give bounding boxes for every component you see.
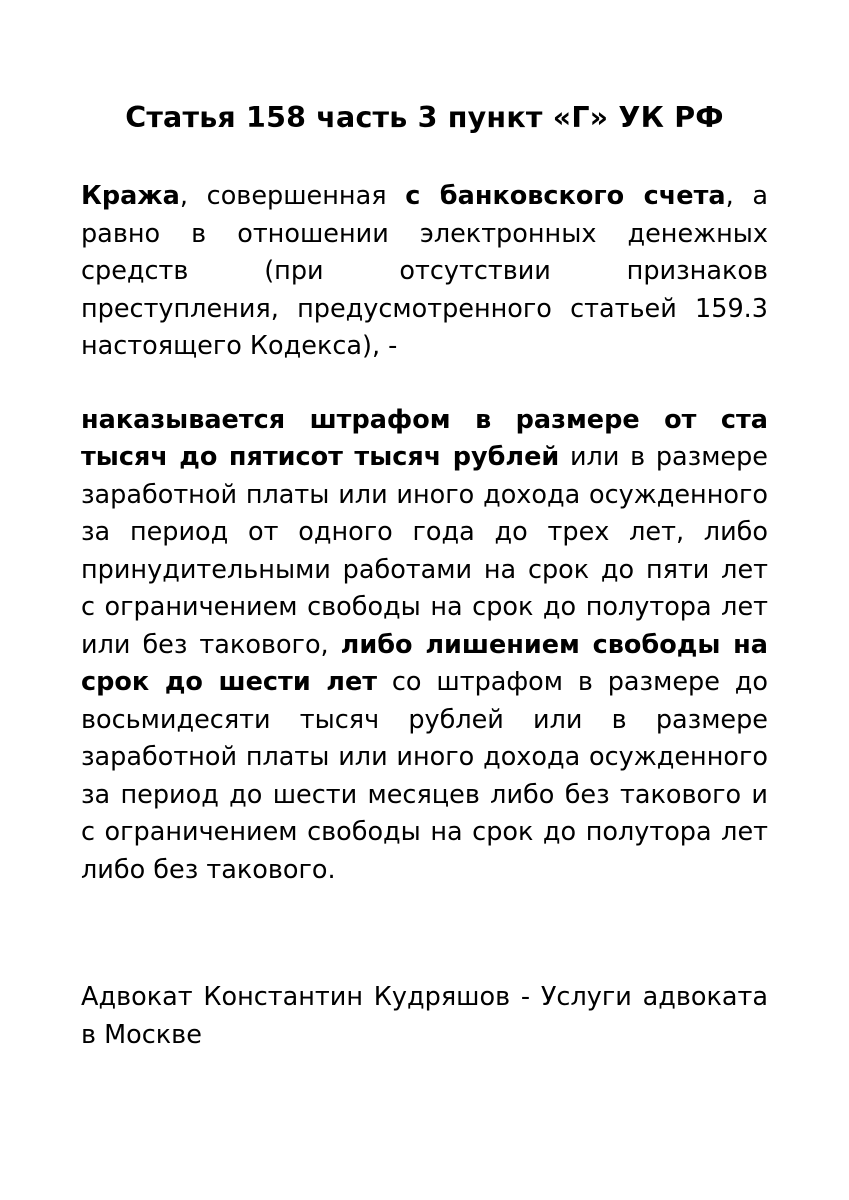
- offense-term: Кража: [81, 181, 180, 211]
- offense-text-2: , а равно в отношении электронных денежных средств (при отсутствии признаков преступления, предусмотренного статьей 159.3 настоящего Кодекса), -: [81, 181, 768, 361]
- article-title: Статья 158 часть 3 пункт «Г» УК РФ: [125, 101, 724, 134]
- penalty-description: [81, 402, 768, 890]
- penalty-text-1: или в размере заработной платы или иного дохода осужденного за период от одного года до трех лет, либо принудительными работами на срок до пяти лет с ограничением свободы на срок до полутора лет или без такового,: [81, 442, 768, 660]
- offense-description: [81, 178, 768, 366]
- offense-bank-account: с банковского счета: [405, 181, 726, 211]
- penalty-imprisonment: либо лишением свободы на срок до шести лет: [81, 629, 769, 697]
- author-footer: Адвокат Константин Кудряшов - Услуги адвоката в Москве: [81, 982, 768, 1050]
- offense-text-1: , совершенная: [179, 181, 406, 211]
- penalty-fine: наказывается штрафом в размере от ста тысяч до пятисот тысяч рублей: [81, 404, 768, 472]
- penalty-text-2: со штрафом в размере до восьмидесяти тысяч рублей или в размере заработной платы или иного дохода осужденного за период до шести месяцев либо без такового и с ограничением свободы на срок до полутора лет либо без такового.: [81, 667, 768, 885]
